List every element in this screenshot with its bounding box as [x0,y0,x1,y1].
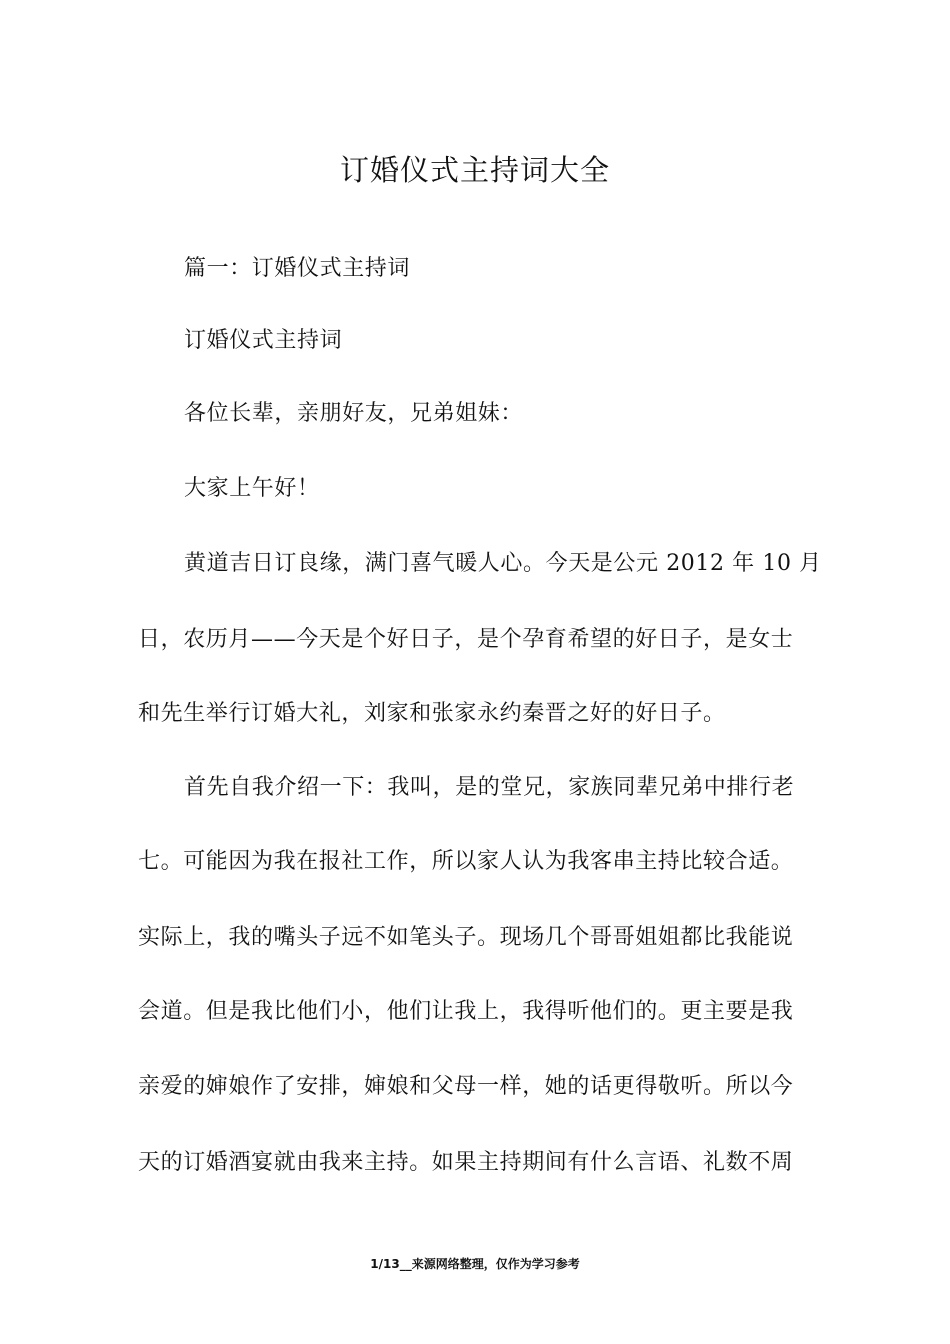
paragraph-line: 亲爱的婶娘作了安排，婶娘和父母一样，她的话更得敬听。所以今 [138,1074,794,1099]
page-footer: 1/13__来源网络整理，仅作为学习参考 [370,1257,580,1271]
paragraph-line: 七。可能因为我在报社工作，所以家人认为我客串主持比较合适。 [138,849,794,874]
document-title: 订婚仪式主持词大全 [339,153,610,187]
paragraph-line: 会道。但是我比他们小，他们让我上，我得听他们的。更主要是我 [138,999,794,1024]
paragraph-line: 实际上，我的嘴头子远不如笔头子。现场几个哥哥姐姐都比我能说 [138,925,794,950]
paragraph-line: 日，农历月——今天是个好日子，是个孕育希望的好日子，是女士 [138,627,794,652]
paragraph-line: 和先生举行订婚大礼，刘家和张家永约秦晋之好的好日子。 [138,701,726,726]
paragraph-line: 订婚仪式主持词 [184,328,343,353]
paragraph-line: 天的订婚酒宴就由我来主持。如果主持期间有什么言语、礼数不周 [138,1150,794,1175]
paragraph-line: 篇一：订婚仪式主持词 [184,256,411,281]
paragraph-line: 黄道吉日订良缘，满门喜气暖人心。今天是公元 2012 年 10 月 [184,551,822,576]
paragraph-line: 各位长辈，亲朋好友，兄弟姐妹： [184,401,524,426]
paragraph-line: 首先自我介绍一下：我叫，是的堂兄，家族同辈兄弟中排行老 [184,775,795,800]
paragraph-line: 大家上午好！ [184,476,320,501]
